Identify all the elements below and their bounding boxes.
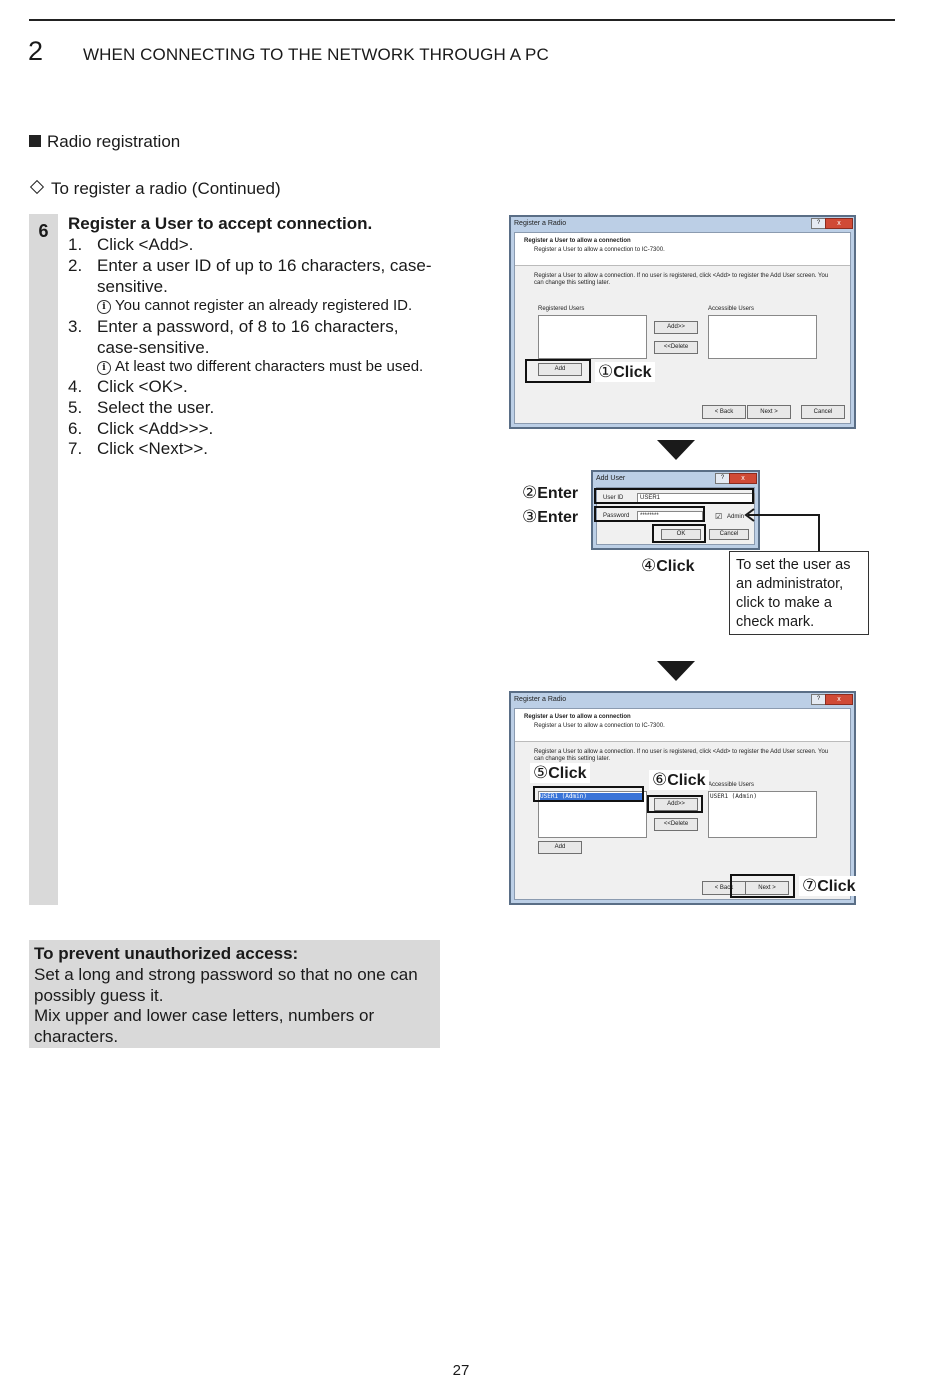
dialog-description: can change this setting later. (534, 280, 611, 286)
accessible-users-label: Accessible Users (708, 306, 755, 312)
cancel-button[interactable]: Cancel (801, 405, 845, 419)
delete-button[interactable]: <<Delete (654, 818, 698, 831)
accessible-users-label: Accessible Users (708, 782, 755, 788)
highlight-frame (533, 786, 644, 802)
add-to-accessible-button[interactable]: Add>> (654, 321, 698, 334)
dialog-description: can change this setting later. (534, 756, 611, 762)
add-button[interactable]: Add (538, 363, 582, 376)
window-controls (715, 473, 755, 483)
admin-label: Admin (727, 514, 745, 520)
ok-button[interactable]: OK (661, 529, 701, 540)
highlight-frame (594, 488, 754, 504)
list-item[interactable]: USER1 (Admin) (710, 793, 757, 800)
accessible-users-list[interactable] (708, 315, 817, 359)
user-id-field[interactable]: USER1 (637, 493, 755, 504)
callout-1: ①Click (595, 362, 655, 382)
list-item-selected[interactable]: USER1 (Admin) (540, 793, 642, 801)
warning-line: Mix upper and lower case letters, numbers or (34, 1006, 375, 1025)
dialog-subheading: Register a User to allow a connection to IC-7300. (534, 723, 665, 729)
admin-checkbox[interactable]: ☑ (715, 512, 723, 521)
info-icon: i (97, 361, 111, 375)
accessible-users-list[interactable] (708, 791, 817, 838)
info-icon: i (97, 300, 111, 314)
next-button[interactable]: Next > (747, 405, 791, 419)
down-arrow-icon (657, 661, 695, 681)
dialog-description: Register a User to allow a connection. If no user is registered, click <Add> to register the Add User screen. You (534, 273, 829, 279)
down-arrow-icon (657, 440, 695, 460)
next-button[interactable]: Next > (745, 881, 789, 895)
close-button[interactable]: x (729, 473, 757, 484)
close-button[interactable]: x (825, 694, 853, 705)
password-field[interactable]: ******** (637, 511, 703, 522)
step-bar (29, 214, 58, 905)
chapter-title: WHEN CONNECTING TO THE NETWORK THROUGH A PC (83, 45, 549, 64)
dialog-title: Register a Radio (514, 696, 567, 703)
chapter-number: 2 (28, 36, 44, 66)
warning-line: characters. (34, 1027, 119, 1046)
dialog-header (515, 709, 850, 742)
dialog-header (515, 233, 850, 266)
warning-title: To prevent unauthorized access: (34, 944, 299, 963)
registered-users-list[interactable] (538, 315, 647, 359)
registered-users-label: Registered Users (538, 306, 585, 312)
dialog-body (514, 232, 851, 424)
highlight-frame (594, 506, 705, 522)
header-rule (29, 19, 895, 21)
user-id-label: User ID (603, 495, 624, 501)
add-to-accessible-button[interactable]: Add>> (654, 798, 698, 811)
callout-2: ②Enter (519, 483, 581, 503)
square-bullet-icon (29, 135, 41, 147)
callout-7: ⑦Click (799, 876, 859, 896)
callout-3: ③Enter (519, 507, 581, 527)
add-button[interactable]: Add (538, 841, 582, 854)
dialog-heading: Register a User to allow a connection (524, 714, 631, 720)
back-button[interactable]: < Back (702, 405, 746, 419)
section-title: Radio registration (47, 132, 181, 151)
back-button[interactable]: < Back (702, 881, 746, 895)
dialog-description: Register a User to allow a connection. If no user is registered, click <Add> to register the Add User screen. You (534, 749, 829, 755)
info-note: i At least two different characters must be used. (97, 358, 423, 375)
help-button[interactable]: ? (715, 473, 730, 484)
warning-box (29, 940, 440, 1048)
highlight-frame (652, 524, 706, 543)
callout-4: ④Click (638, 556, 698, 576)
close-button[interactable]: x (825, 218, 853, 229)
page-number: 27 (452, 1362, 470, 1379)
help-button[interactable]: ? (811, 218, 826, 229)
warning-line: possibly guess it. (34, 986, 164, 1005)
step-number: 6 (38, 221, 49, 241)
window-controls (811, 218, 851, 228)
leader-line-arrow (740, 505, 830, 555)
subsection-heading (29, 179, 281, 199)
diamond-bullet-icon (30, 180, 44, 194)
highlight-frame (525, 359, 591, 383)
dialog-heading: Register a User to allow a connection (524, 238, 631, 244)
register-radio-dialog (509, 215, 856, 429)
subsection-title: To register a radio (Continued) (51, 179, 281, 198)
info-note: i You cannot register an already registered ID. (97, 297, 412, 314)
highlight-frame (647, 795, 703, 813)
window-controls (811, 694, 851, 704)
password-label: Password (603, 513, 630, 519)
dialog-title: Register a Radio (514, 220, 567, 227)
callout-5: ⑤Click (530, 763, 590, 783)
callout-6: ⑥Click (649, 770, 709, 790)
dialog-title: Add User (596, 475, 626, 482)
delete-button[interactable]: <<Delete (654, 341, 698, 354)
highlight-frame (730, 874, 795, 898)
step-title: Register a User to accept connection. (68, 214, 373, 233)
help-button[interactable]: ? (811, 694, 826, 705)
admin-tip-box: To set the user as an administrator, click to make a check mark. (729, 551, 869, 635)
warning-line: Set a long and strong password so that no one can (34, 965, 418, 984)
dialog-subheading: Register a User to allow a connection to IC-7300. (534, 247, 665, 253)
cancel-button[interactable]: Cancel (709, 529, 749, 540)
section-heading (29, 132, 180, 152)
